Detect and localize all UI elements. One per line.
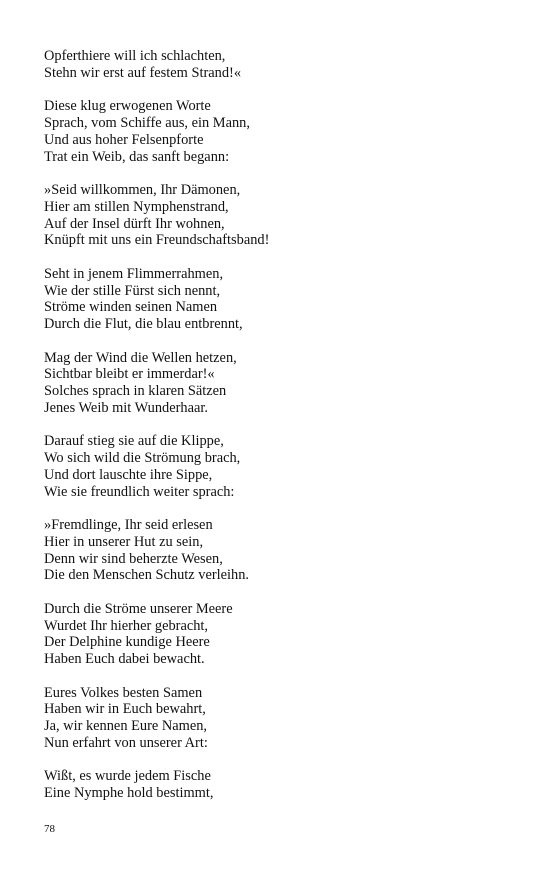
poem-line: Wie sie freundlich weiter sprach: [44, 483, 235, 500]
page-number: 78 [44, 823, 55, 835]
poem-line: Durch die Flut, die blau entbrennt, [44, 316, 243, 333]
poem-line: Wißt, es wurde jedem Fische [44, 768, 211, 785]
stanza [44, 768, 514, 802]
poem-line: Hier in unserer Hut zu sein, [44, 533, 204, 550]
poem-line: Nun erfahrt von unserer Art: [44, 735, 208, 752]
poem-line: Opferthiere will ich schlachten, [44, 48, 226, 64]
stanza [44, 685, 514, 752]
poem-line: Seht in jenem Flimmerrahmen, [44, 265, 224, 282]
poem-line: Der Delphine kundige Heere [44, 634, 210, 651]
stanza [44, 517, 514, 584]
poem-line: Eine Nymphe hold bestimmt, [44, 785, 214, 802]
poem-line: »Fremdlinge, Ihr seid erlesen [44, 517, 213, 534]
poem-line: Solches sprach in klaren Sätzen [44, 383, 227, 400]
poem-line: Die den Menschen Schutz verleihn. [44, 567, 250, 584]
stanza [44, 182, 514, 249]
poem-line: Stehn wir erst auf festem Strand!« [44, 64, 242, 81]
poem-text [44, 48, 514, 819]
stanza [44, 601, 514, 668]
stanza [44, 350, 514, 417]
poem-line: Und dort lauschte ihre Sippe, [44, 466, 213, 483]
poem-line: Wo sich wild die Strömung brach, [44, 450, 241, 467]
stanza [44, 48, 514, 82]
stanza [44, 266, 514, 333]
poem-line: Ströme winden seinen Namen [44, 299, 218, 316]
poem-line: Haben Euch dabei bewacht. [44, 651, 205, 668]
poem-line: Eures Volkes besten Samen [44, 684, 203, 701]
poem-line: Sichtbar bleibt er immerdar!« [44, 366, 215, 383]
poem-line: Wurdet Ihr hierher gebracht, [44, 617, 209, 634]
stanza [44, 98, 514, 165]
poem-line: Hier am stillen Nymphenstrand, [44, 198, 229, 215]
poem-line: Auf der Insel dürft Ihr wohnen, [44, 215, 225, 232]
poem-line: Trat ein Weib, das sanft begann: [44, 148, 230, 165]
poem-line: Darauf stieg sie auf die Klippe, [44, 433, 224, 450]
poem-line: Wie der stille Fürst sich nennt, [44, 282, 221, 299]
poem-line: Mag der Wind die Wellen hetzen, [44, 349, 237, 366]
poem-line: Denn wir sind beherzte Wesen, [44, 550, 223, 567]
poem-line: »Seid willkommen, Ihr Dämonen, [44, 181, 241, 198]
poem-line: Und aus hoher Felsenpforte [44, 131, 204, 148]
poem-line: Diese klug erwogenen Worte [44, 98, 211, 115]
poem-line: Jenes Weib mit Wunderhaar. [44, 399, 208, 416]
poem-line: Haben wir in Euch bewahrt, [44, 701, 206, 718]
poem-line: Sprach, vom Schiffe aus, ein Mann, [44, 114, 250, 131]
stanza [44, 433, 514, 500]
poem-line: Durch die Ströme unserer Meere [44, 600, 233, 617]
poem-line: Ja, wir kennen Eure Namen, [44, 718, 208, 735]
poem-line: Knüpft mit uns ein Freundschaftsband! [44, 232, 270, 249]
